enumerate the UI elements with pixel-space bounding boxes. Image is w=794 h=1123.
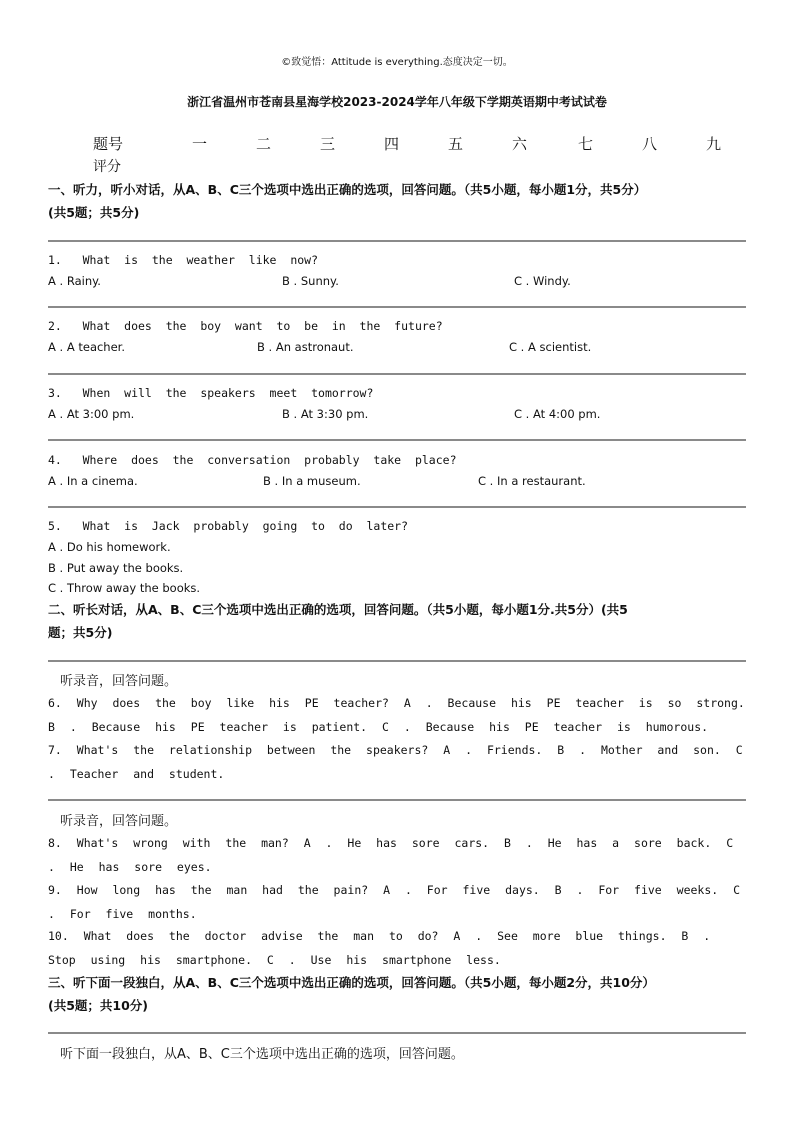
score-col-9: 九 [706, 135, 722, 153]
question-5: 5. What is Jack probably going to do later? [48, 519, 409, 533]
question-10: 10. What does the doctor advise the man to do? A . See more blue things. B . Stop using his smartphone. C . Use his smartphone less. [48, 929, 711, 967]
divider [48, 306, 746, 308]
score-col-4: 四 [384, 135, 400, 153]
section2-intro-2: 听录音，回答问题。 [60, 814, 178, 829]
q4-option-c: C . In a restaurant. [478, 474, 586, 488]
section1-subheading: (共5题；共5分) [48, 205, 140, 220]
divider [48, 1032, 746, 1034]
divider [48, 660, 746, 662]
q4-option-a: A . In a cinema. [48, 474, 138, 488]
divider [48, 506, 746, 508]
score-col-8: 八 [642, 135, 658, 153]
score-col-6: 六 [512, 135, 528, 153]
section3-intro: 听下面一段独白，从A、B、C三个选项中选出正确的选项，回答问题。 [60, 1047, 464, 1062]
q3-option-b: B . At 3:30 pm. [282, 407, 369, 421]
score-table-header-row [0, 133, 794, 155]
question-6: 6. Why does the boy like his PE teacher? A . Because his PE teacher is so strong. B . Because his PE teacher is patient. C . Because his PE teacher is humorous. [48, 696, 745, 734]
question-9: 9. How long has the man had the pain? A . For five days. B . For five weeks. C . For five months. [48, 883, 741, 921]
q3-option-a: A . At 3:00 pm. [48, 407, 135, 421]
divider [48, 799, 746, 801]
section3-subheading: (共5题；共10分) [48, 998, 149, 1013]
score-col-2: 二 [256, 135, 272, 153]
page-motto: ©致觉悟：Attitude is everything.态度决定一切。 [281, 57, 513, 68]
section2-intro-1: 听录音，回答问题。 [60, 674, 178, 689]
section2-heading: 二、听长对话，从A、B、C三个选项中选出正确的选项，回答问题。（共5小题，每小题1分.共5分）(共5 [48, 602, 628, 617]
question-7: 7. What's the relationship between the speakers? A . Friends. B . Mother and son. C . Teacher and student. [48, 743, 743, 781]
score-table-header-label: 题号 [93, 135, 124, 153]
divider [48, 240, 746, 242]
q2-option-c: C . A scientist. [509, 340, 592, 354]
score-col-3: 三 [320, 135, 336, 153]
divider [48, 439, 746, 441]
question-8: 8. What's wrong with the man? A . He has sore cars. B . He has a sore back. C . He has sore eyes. [48, 836, 734, 874]
q1-option-c: C . Windy. [514, 274, 571, 288]
question-3: 3. When will the speakers meet tomorrow? [48, 386, 374, 400]
section3-heading: 三、听下面一段独白，从A、B、C三个选项中选出正确的选项，回答问题。（共5小题，每小题2分，共10分） [48, 975, 655, 990]
section1-heading: 一、听力，听小对话，从A、B、C三个选项中选出正确的选项，回答问题。（共5小题，每小题1分，共5分） [48, 182, 647, 197]
question-1: 1. What is the weather like now? [48, 253, 319, 267]
q2-option-a: A . A teacher. [48, 340, 126, 354]
q5-option-a: A . Do his homework. [48, 540, 171, 554]
score-col-7: 七 [578, 135, 594, 153]
divider [48, 373, 746, 375]
question-2: 2. What does the boy want to be in the future? [48, 319, 443, 333]
score-col-5: 五 [448, 135, 464, 153]
q4-option-b: B . In a museum. [263, 474, 361, 488]
q5-option-c: C . Throw away the books. [48, 581, 201, 595]
q5-option-b: B . Put away the books. [48, 561, 184, 575]
q3-option-c: C . At 4:00 pm. [514, 407, 601, 421]
score-col-1: 一 [192, 135, 208, 153]
q1-option-a: A . Rainy. [48, 274, 101, 288]
score-row-label: 评分 [93, 159, 121, 175]
exam-title: 浙江省温州市苍南县星海学校2023-2024学年八年级下学期英语期中考试试卷 [187, 95, 607, 109]
q2-option-b: B . An astronaut. [257, 340, 354, 354]
question-4: 4. Where does the conversation probably take place? [48, 453, 457, 467]
q1-option-b: B . Sunny. [282, 274, 339, 288]
section2-subheading: 题；共5分) [48, 625, 113, 640]
